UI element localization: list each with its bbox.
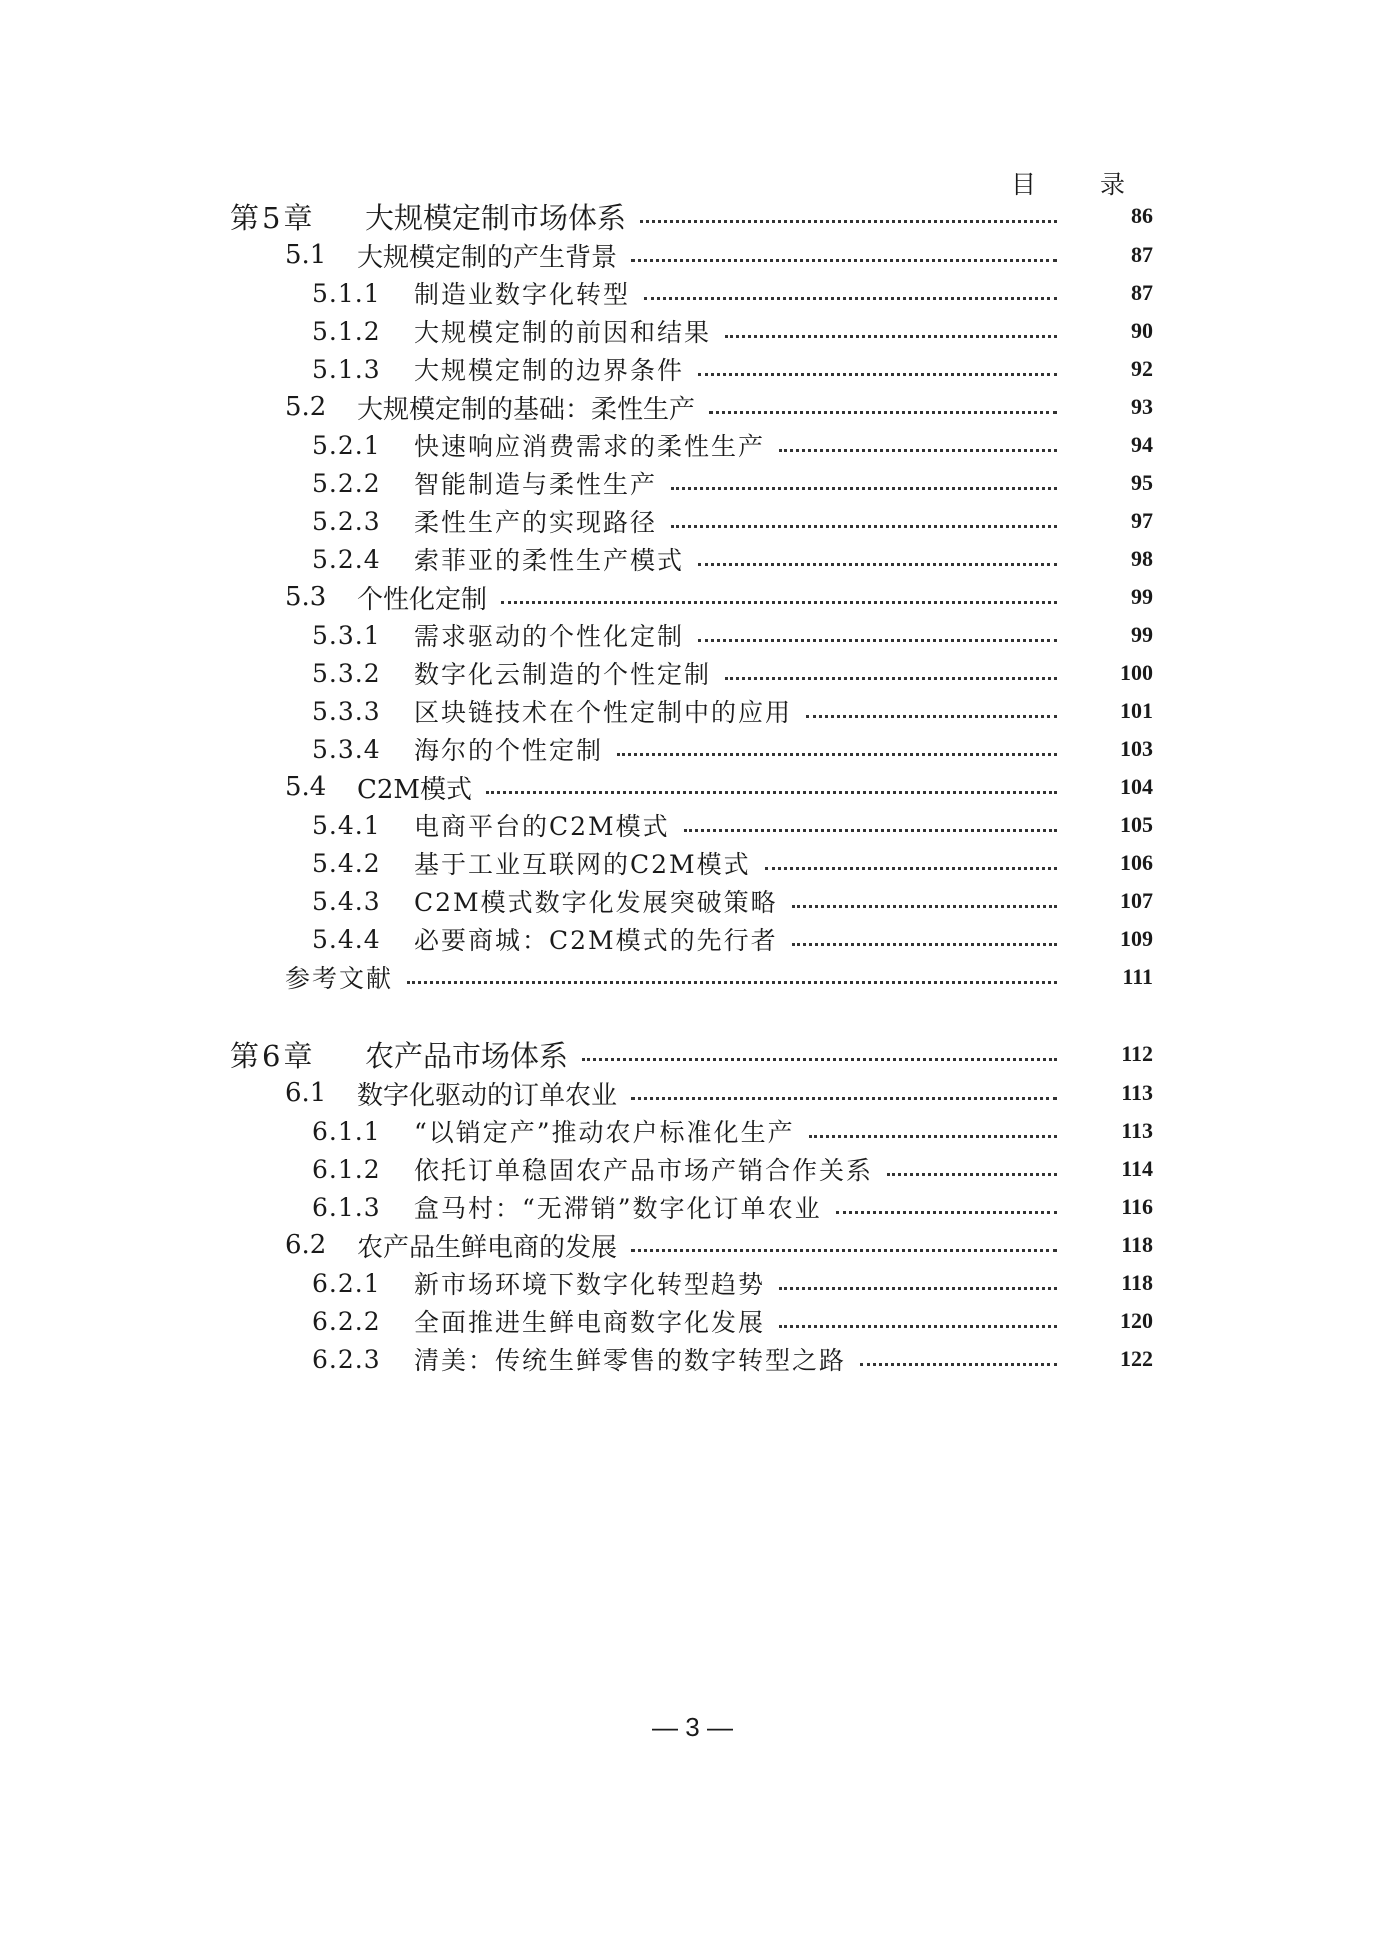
page-number: 92	[1131, 356, 1153, 381]
page-number: 113	[1121, 1080, 1153, 1105]
page-number: 118	[1121, 1270, 1153, 1295]
leader-dots	[698, 625, 1057, 642]
leader-dots	[644, 283, 1057, 300]
page-number: 95	[1131, 470, 1153, 495]
subsection-number: 5.4.2	[312, 848, 381, 878]
leader-dots	[806, 701, 1057, 718]
toc-subsection-6-2-3[interactable]	[0, 1336, 1385, 1382]
subsection-title: 全面推进生鲜电商数字化发展	[414, 1308, 766, 1337]
subsection-title: 必要商城：C2M模式的先行者	[414, 926, 778, 955]
page-number: 111	[1122, 964, 1153, 989]
references-title: 参考文献	[285, 964, 394, 993]
subsection-number: 5.4.1	[312, 810, 381, 840]
page-number: 99	[1131, 584, 1153, 609]
subsection-number: 5.2.1	[312, 430, 381, 460]
chapter-title: 大规模定制市场体系	[365, 200, 627, 235]
page-number: 99	[1131, 622, 1153, 647]
page-number: 114	[1121, 1156, 1153, 1181]
leader-dots	[725, 321, 1057, 338]
leader-dots	[631, 1235, 1057, 1252]
section-title: 大规模定制的产生背景	[357, 242, 618, 273]
page-number: 105	[1120, 812, 1153, 837]
leader-dots	[698, 359, 1057, 376]
subsection-title: 需求驱动的个性化定制	[414, 622, 685, 651]
section-number: 5.2	[285, 392, 327, 422]
page-number: 120	[1120, 1308, 1153, 1333]
subsection-title: 大规模定制的前因和结果	[414, 318, 712, 347]
leader-dots	[887, 1159, 1057, 1176]
section-title: 个性化定制	[357, 584, 488, 615]
section-title: 数字化驱动的订单农业	[357, 1080, 618, 1111]
leader-dots	[709, 397, 1057, 414]
page-number: 93	[1131, 394, 1153, 419]
page-number: 87	[1131, 242, 1153, 267]
subsection-title: 索菲亚的柔性生产模式	[414, 546, 685, 575]
leader-dots	[779, 1311, 1057, 1328]
page-number: 122	[1120, 1346, 1153, 1371]
subsection-number: 5.3.4	[312, 734, 381, 764]
leader-dots	[779, 1273, 1057, 1290]
subsection-title: 清美：传统生鲜零售的数字转型之路	[414, 1346, 847, 1375]
section-title: 农产品生鲜电商的发展	[357, 1232, 618, 1263]
subsection-number: 6.1.3	[312, 1192, 381, 1222]
section-number: 5.3	[285, 582, 327, 612]
leader-dots	[792, 891, 1057, 908]
page-number: 97	[1131, 508, 1153, 533]
page-number: 101	[1120, 698, 1153, 723]
subsection-number: 5.2.2	[312, 468, 381, 498]
page-number: 118	[1121, 1232, 1153, 1257]
leader-dots	[779, 435, 1057, 452]
leader-dots	[765, 853, 1057, 870]
leader-dots	[631, 245, 1057, 262]
subsection-number: 6.2.3	[312, 1344, 381, 1374]
subsection-number: 5.3.3	[312, 696, 381, 726]
leader-dots	[501, 587, 1057, 604]
leader-dots	[671, 473, 1057, 490]
subsection-number: 6.2.1	[312, 1268, 381, 1298]
subsection-title: C2M模式数字化发展突破策略	[414, 888, 778, 917]
subsection-title: 柔性生产的实现路径	[414, 508, 658, 537]
page-number: 98	[1131, 546, 1153, 571]
subsection-number: 5.1.1	[312, 278, 381, 308]
subsection-title: 新市场环境下数字化转型趋势	[414, 1270, 766, 1299]
leader-dots	[631, 1083, 1057, 1100]
subsection-number: 5.1.3	[312, 354, 381, 384]
subsection-title: 快速响应消费需求的柔性生产	[414, 432, 766, 461]
leader-dots	[407, 967, 1057, 984]
subsection-title: 制造业数字化转型	[414, 280, 631, 309]
subsection-title: 依托订单稳固农产品市场产销合作关系	[414, 1156, 874, 1185]
leader-dots	[792, 929, 1057, 946]
subsection-number: 5.4.4	[312, 924, 381, 954]
running-header: 目 录	[1011, 170, 1153, 199]
page-number: 87	[1131, 280, 1153, 305]
subsection-number: 5.2.3	[312, 506, 381, 536]
subsection-title: “以销定产”推动农户标准化生产	[414, 1118, 795, 1147]
subsection-number: 6.1.1	[312, 1116, 381, 1146]
subsection-title: 海尔的个性定制	[414, 736, 604, 765]
page-number: 104	[1120, 774, 1153, 799]
subsection-number: 6.2.2	[312, 1306, 381, 1336]
subsection-number: 5.4.3	[312, 886, 381, 916]
leader-dots	[684, 815, 1057, 832]
leader-dots	[640, 206, 1057, 223]
subsection-title: 智能制造与柔性生产	[414, 470, 658, 499]
leader-dots	[809, 1121, 1057, 1138]
subsection-number: 5.3.1	[312, 620, 381, 650]
toc-references-ch5[interactable]	[0, 954, 1385, 1000]
chapter-number: 第6章	[230, 1038, 316, 1073]
page-number: 113	[1121, 1118, 1153, 1143]
leader-dots	[582, 1044, 1057, 1061]
page-number: 112	[1121, 1041, 1153, 1066]
leader-dots	[836, 1197, 1057, 1214]
page-number: 109	[1120, 926, 1153, 951]
page-number: 107	[1120, 888, 1153, 913]
subsection-number: 6.1.2	[312, 1154, 381, 1184]
leader-dots	[698, 549, 1057, 566]
page-number: 100	[1120, 660, 1153, 685]
section-number: 5.1	[285, 240, 327, 270]
page-number: 90	[1131, 318, 1153, 343]
section-number: 5.4	[285, 772, 327, 802]
subsection-title: 大规模定制的边界条件	[414, 356, 685, 385]
subsection-title: 电商平台的C2M模式	[414, 812, 670, 841]
page-number: 94	[1131, 432, 1153, 457]
leader-dots	[725, 663, 1057, 680]
section-number: 6.1	[285, 1078, 327, 1108]
subsection-title: 基于工业互联网的C2M模式	[414, 850, 751, 879]
subsection-title: 盒马村：“无滞销”数字化订单农业	[414, 1194, 822, 1223]
section-number: 6.2	[285, 1230, 327, 1260]
leader-dots	[671, 511, 1057, 528]
page-number: 116	[1121, 1194, 1153, 1219]
leader-dots	[617, 739, 1057, 756]
page-number: 106	[1120, 850, 1153, 875]
chapter-title: 农产品市场体系	[365, 1038, 569, 1073]
page-number: 86	[1131, 203, 1153, 228]
subsection-number: 5.2.4	[312, 544, 381, 574]
subsection-number: 5.1.2	[312, 316, 381, 346]
subsection-title: 区块链技术在个性定制中的应用	[414, 698, 793, 727]
leader-dots	[486, 777, 1057, 794]
subsection-title: 数字化云制造的个性定制	[414, 660, 712, 689]
chapter-number: 第5章	[230, 200, 316, 235]
leader-dots	[860, 1349, 1057, 1366]
page-footer-number: — 3 —	[652, 1712, 733, 1742]
subsection-number: 5.3.2	[312, 658, 381, 688]
page-number: 103	[1120, 736, 1153, 761]
section-title: C2M模式	[357, 774, 473, 805]
section-title: 大规模定制的基础：柔性生产	[357, 394, 696, 425]
